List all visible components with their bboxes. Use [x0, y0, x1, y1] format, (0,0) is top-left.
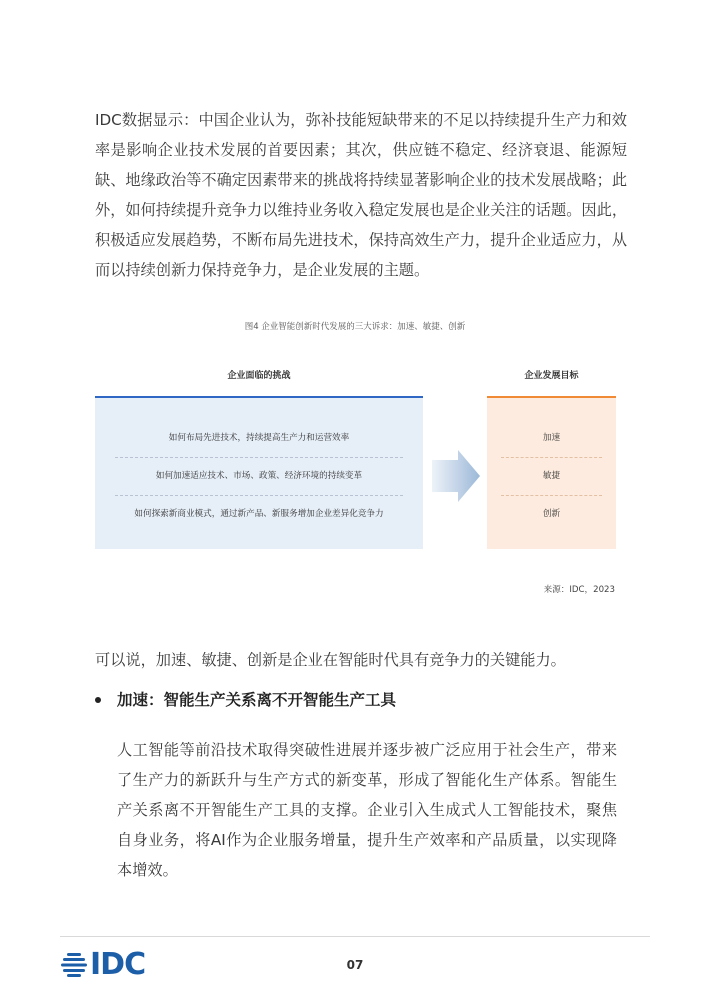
bullet-icon	[95, 697, 101, 703]
goal-item: 创新	[542, 509, 561, 519]
figure-source: 来源：IDC，2023	[543, 585, 615, 595]
page-number: 07	[346, 958, 364, 972]
footer-divider	[60, 936, 650, 937]
goal-item: 敏捷	[501, 457, 602, 496]
bullet-title: 加速：智能生产关系离不开智能生产工具	[117, 691, 397, 709]
goal-item: 加速	[501, 419, 602, 458]
summary-paragraph: 可以说，加速、敏捷、创新是企业在智能时代具有竞争力的关键能力。	[95, 651, 566, 669]
challenges-heading: 企业面临的挑战	[227, 371, 291, 381]
challenge-item: 如何加速适应技术、市场、政策、经济环境的持续变革	[115, 457, 403, 496]
logo-text: IDC	[90, 947, 146, 982]
intro-paragraph: IDC数据显示：中国企业认为，弥补技能短缺带来的不足以持续提升生产力和效率是影响企业技术发展的首要因素；其次，供应链不稳定、经济衰退、能源短缺、地缘政治等不确定因素带来的挑战将持续显著影响企业的技术发展战略；此外，如何持续提升竞争力以维持业务收入稳定发展也是企业关注的话题。因此，积极适应发展趋势，不断布局先进技术，保持高效生产力，提升企业适应力，从而以持续创新力保持竞争力，是企业发展的主题。	[95, 111, 627, 279]
figure-caption: 图4 企业智能创新时代发展的三大诉求：加速、敏捷、创新	[244, 322, 466, 332]
challenge-item: 如何探索新商业模式，通过新产品、新服务增加企业差异化竞争力	[134, 509, 384, 519]
goals-panel	[487, 396, 616, 549]
challenge-item: 如何布局先进技术，持续提高生产力和运营效率	[115, 419, 403, 458]
bullet-body: 人工智能等前沿技术取得突破性进展并逐步被广泛应用于社会生产，带来了生产力的新跃升与生产方式的新变革，形成了智能化生产体系。智能生产关系离不开智能生产工具的支撑。企业引入生成式人工智能技术，聚焦自身业务，将AI作为企业服务增量，提升生产效率和产品质量，以实现降本增效。	[117, 741, 617, 879]
right-arrow-icon	[430, 448, 482, 504]
goals-heading: 企业发展目标	[524, 371, 579, 381]
challenges-panel	[95, 396, 423, 549]
